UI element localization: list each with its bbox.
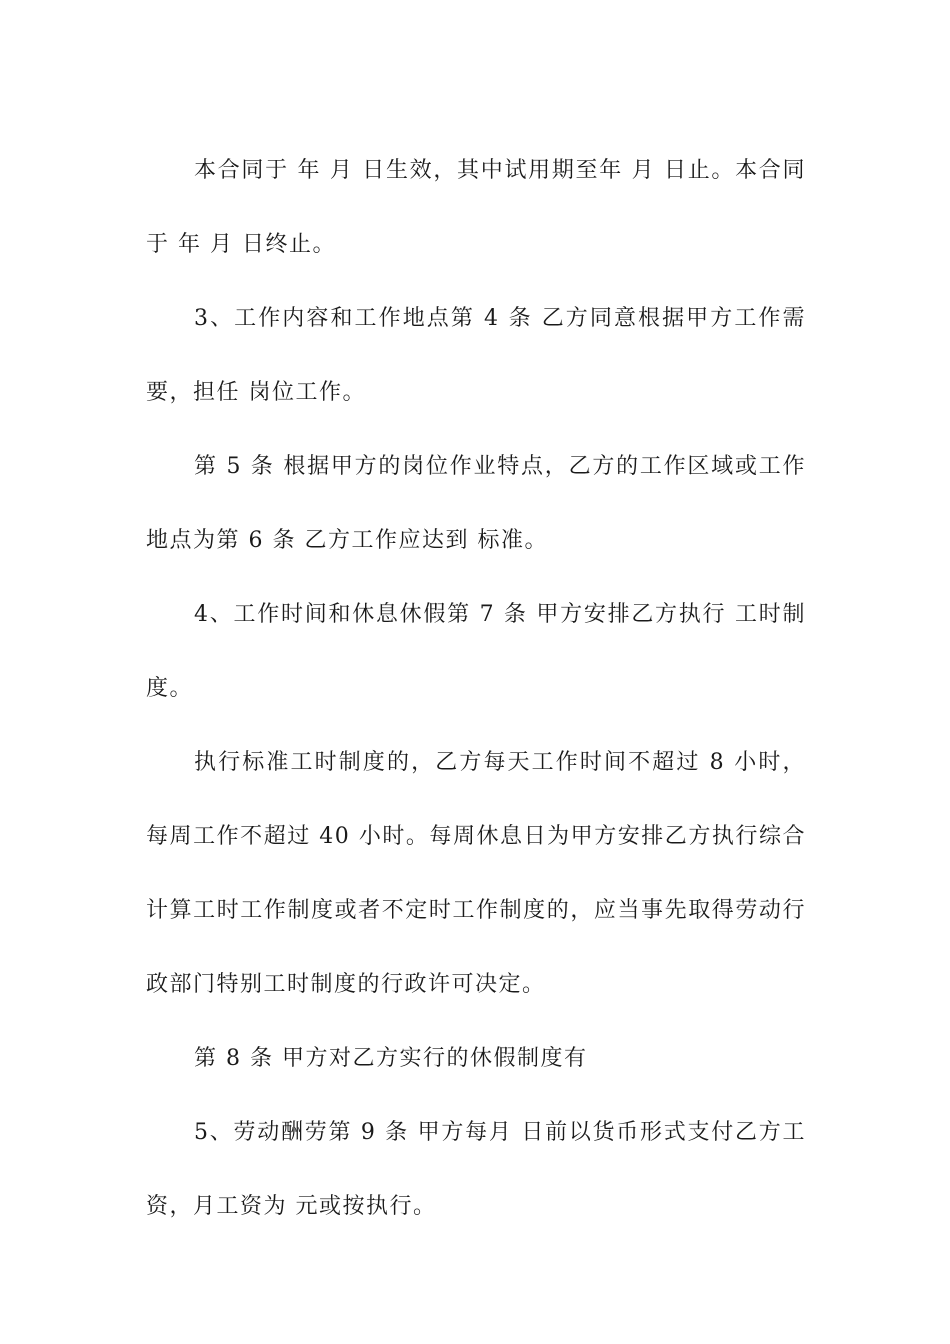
paragraph-work-content: 3、工作内容和工作地点第 4 条 乙方同意根据甲方工作需要，担任 岗位工作。	[146, 306, 806, 405]
paragraph-leave-policy: 第 8 条 甲方对乙方实行的休假制度有	[194, 1046, 588, 1071]
paragraph-remuneration: 5、劳动酬劳第 9 条 甲方每月 日前以货币形式支付乙方工资，月工资为 元或按执行。	[146, 1120, 806, 1219]
paragraph-work-hours: 4、工作时间和休息休假第 7 条 甲方安排乙方执行 工时制度。	[146, 602, 806, 701]
paragraph-standard-hours: 执行标准工时制度的，乙方每天工作时间不超过 8 小时，每周工作不超过 40 小时。每周休息日为甲方安排乙方执行综合计算工时工作制度或者不定时工作制度的，应当事先取得劳动行政部门特别工时制度的行政许可决定。	[146, 750, 806, 997]
paragraph-contract-term: 本合同于 年 月 日生效，其中试用期至年 月 日止。本合同于 年 月 日终止。	[146, 158, 806, 257]
document-body	[146, 134, 806, 1244]
paragraph-work-location: 第 5 条 根据甲方的岗位作业特点，乙方的工作区域或工作地点为第 6 条 乙方工作应达到 标准。	[146, 454, 806, 553]
